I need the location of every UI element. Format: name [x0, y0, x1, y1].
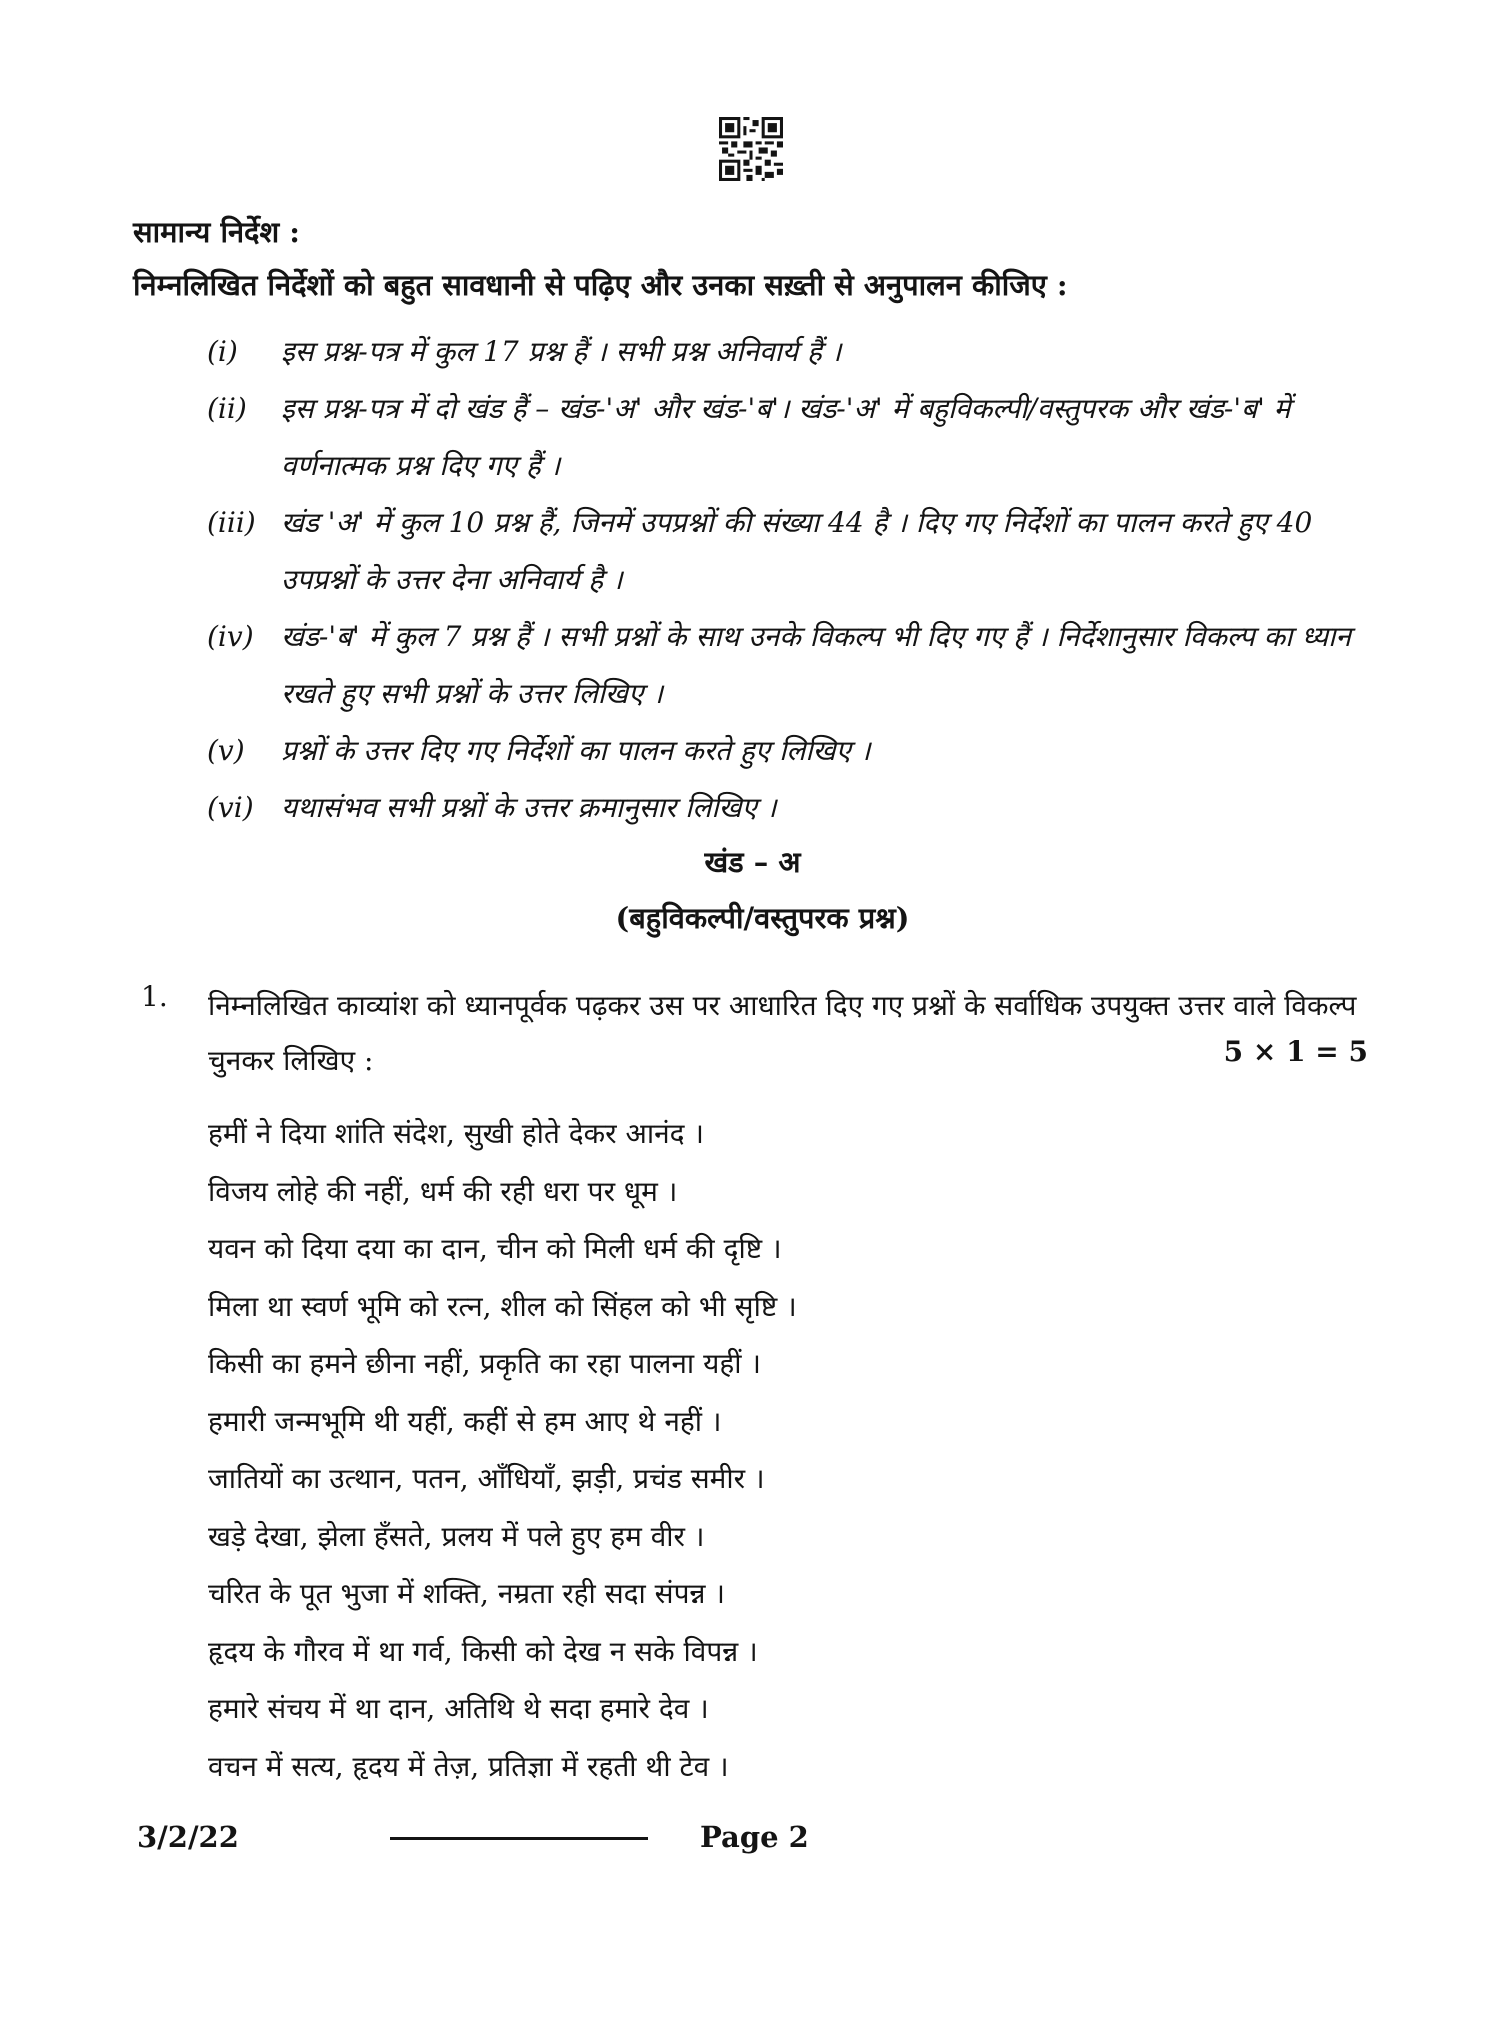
- instruction-item: [207, 323, 1367, 380]
- section-subtitle: (बहुविकल्पी/वस्तुपरक प्रश्न): [615, 901, 910, 935]
- instruction-item: [207, 494, 1367, 608]
- instruction-item: [207, 380, 1367, 494]
- instruction-text: इस प्रश्न-पत्र में दो खंड हैं – खंड-'अ' और खंड-'ब'। खंड-'अ' में बहुविकल्पी/वस्तुपरक और खंड-'ब' में वर्णनात्मक प्रश्न दिए गए हैं ।: [281, 392, 1291, 482]
- instruction-number: (iii): [207, 506, 256, 539]
- instruction-item: [207, 608, 1367, 722]
- page-number: Page 2: [700, 1820, 809, 1854]
- poem-line: हमारी जन्मभूमि थी यहीं, कहीं से हम आए थे नहीं ।: [208, 1404, 722, 1438]
- instruction-text: प्रश्नों के उत्तर दिए गए निर्देशों का पालन करते हुए लिखिए ।: [281, 734, 871, 767]
- question-marks: 5 × 1 = 5: [1223, 1035, 1368, 1068]
- instruction-text: इस प्रश्न-पत्र में कुल 17 प्रश्न हैं । सभी प्रश्न अनिवार्य हैं ।: [281, 335, 842, 368]
- poem-line: विजय लोहे की नहीं, धर्म की रही धरा पर धूम ।: [208, 1174, 678, 1208]
- poem-passage: [208, 1105, 797, 1795]
- poem-line: हमारे संचय में था दान, अतिथि थे सदा हमारे देव ।: [208, 1692, 709, 1725]
- paper-code: 3/2/22: [137, 1820, 239, 1854]
- section-title: खंड – अ: [704, 845, 801, 879]
- poem-line: किसी का हमने छीना नहीं, प्रकृति का रहा पालना यहीं ।: [208, 1347, 761, 1380]
- instruction-number: (v): [207, 734, 245, 767]
- poem-line: यवन को दिया दया का दान, चीन को मिली धर्म की दृष्टि ।: [208, 1232, 782, 1265]
- poem-line: चरित के पूत भुजा में शक्ति, नम्रता रही सदा संपन्न ।: [208, 1577, 725, 1610]
- instruction-item: [207, 779, 1367, 836]
- general-instructions-title: सामान्य निर्देश :: [133, 215, 300, 249]
- poem-line: हमीं ने दिया शांति संदेश, सुखी होते देकर आनंद ।: [208, 1117, 704, 1150]
- instruction-text: खंड-'ब' में कुल 7 प्रश्न हैं । सभी प्रश्नों के साथ उनके विकल्प भी दिए गए हैं । निर्देशानुसार विकल्प का ध्यान रखते हुए सभी प्रश्नों के उत्तर लिखिए ।: [281, 620, 1351, 710]
- instruction-number: (ii): [207, 392, 247, 425]
- poem-line: हृदय के गौरव में था गर्व, किसी को देख न सके विपन्न ।: [208, 1634, 758, 1668]
- instructions-list: [207, 323, 1367, 836]
- poem-line: वचन में सत्य, हृदय में तेज़, प्रतिज्ञा में रहती थी टेव ।: [208, 1749, 729, 1783]
- footer-divider: [390, 1837, 648, 1840]
- question-number: 1.: [141, 980, 168, 1013]
- instruction-number: (vi): [207, 791, 254, 824]
- general-instructions-intro: निम्नलिखित निर्देशों को बहुत सावधानी से पढ़िए और उनका सख़्ती से अनुपालन कीजिए :: [133, 268, 1068, 302]
- instruction-text: यथासंभव सभी प्रश्नों के उत्तर क्रमानुसार लिखिए ।: [281, 791, 777, 824]
- instruction-item: [207, 722, 1367, 779]
- poem-line: जातियों का उत्थान, पतन, आँधियाँ, झड़ी, प्रचंड समीर ।: [208, 1462, 765, 1495]
- instruction-number: (iv): [207, 620, 254, 653]
- poem-line: खड़े देखा, झेला हँसते, प्रलय में पले हुए हम वीर ।: [208, 1519, 705, 1553]
- qr-code-icon: [719, 117, 783, 181]
- question-text: निम्नलिखित काव्यांश को ध्यानपूर्वक पढ़कर उस पर आधारित दिए गए प्रश्नों के सर्वाधिक उपयुक्त उत्तर वाले विकल्प चुनकर लिखिए :: [208, 989, 1357, 1077]
- poem-line: मिला था स्वर्ण भूमि को रत्न, शील को सिंहल को भी सृष्टि ।: [208, 1289, 797, 1323]
- instruction-text: खंड 'अ' में कुल 10 प्रश्न हैं, जिनमें उपप्रश्नों की संख्या 44 है । दिए गए निर्देशों का पालन करते हुए 40 उपप्रश्नों के उत्तर देना अनिवार्य है ।: [281, 506, 1313, 596]
- instruction-number: (i): [207, 335, 238, 368]
